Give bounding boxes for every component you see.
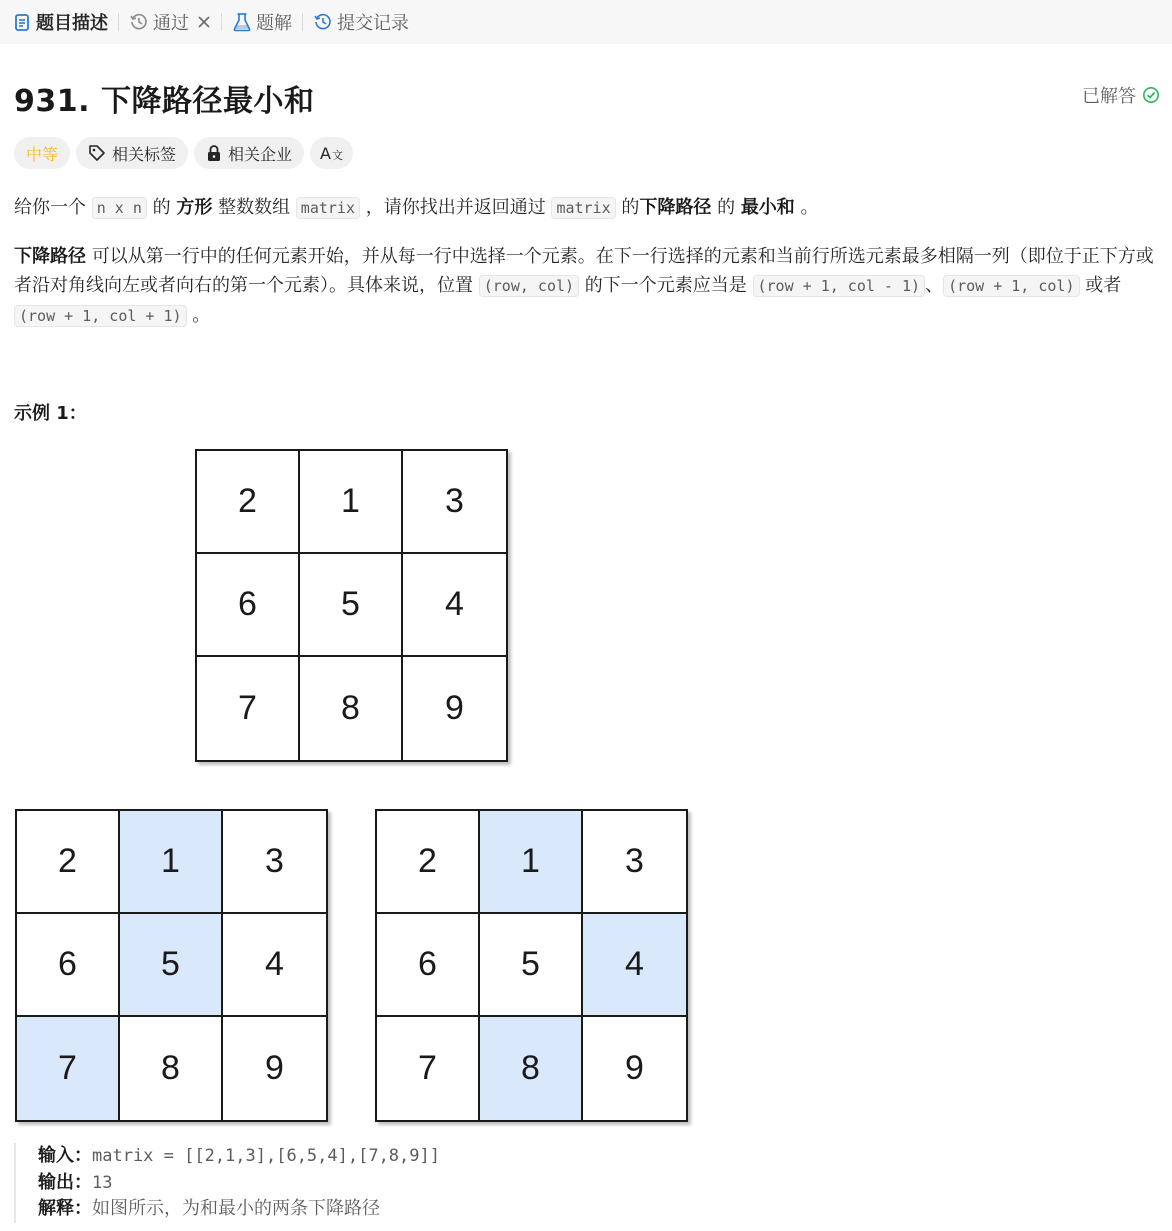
tab-label: 题解 [256,13,292,34]
problem-title: 931. 下降路径最小和 [14,84,315,119]
matrix-cell: 9 [265,1049,284,1087]
related-companies-label: 相关企业 [228,144,293,164]
related-tags-button[interactable] [76,137,188,169]
tab-description[interactable] [12,0,108,44]
explanation-line: 解释：如图所示，为和最小的两条下降路径 [38,1198,380,1219]
tab-divider [221,13,222,31]
close-icon[interactable] [197,15,211,29]
matrix-cell: 6 [377,914,480,1017]
output-line: 输出：13 [38,1171,113,1193]
tab-label: 题目描述 [36,13,108,34]
example-io [14,1143,440,1223]
solved-label: 已解答 [1082,86,1136,107]
tab-accepted[interactable] [129,0,211,44]
matrix-cell: 4 [223,914,326,1017]
matrix-cell: 8 [480,1017,583,1120]
input-line: 输入：matrix = [[2,1,3],[6,5,4],[7,8,9]] [38,1145,440,1166]
translate-icon: A 文 [320,143,343,163]
difficulty-badge[interactable]: 中等 [14,137,70,169]
document-icon [12,12,32,32]
matrix-cell: 6 [197,554,300,657]
matrix-cell: 5 [300,554,403,657]
tab-label: 通过 [153,13,189,34]
matrix-cell: 4 [403,554,506,657]
matrix-grid [195,449,508,762]
matrix-cell: 2 [377,811,480,914]
tag-row [14,137,353,169]
matrix-cell: 7 [377,1017,480,1120]
inline-code: (row + 1, col + 1) [14,305,187,327]
tab-bar [0,0,1172,44]
inline-code: matrix [551,197,615,219]
description-paragraph-2: 下降路径 可以从第一行中的任何元素开始，并从每一行中选择一个元素。在下一行选择的元素和当前行所选元素最多相隔一列（即位于正下方或者沿对角线向左或者向右的第一个元素）。具体来说，位置 (row, col) 的下一个元素应当是 (row + 1, col - 1) 、 (row + 1, col) 或者 (row + 1, col + 1) 。 [14,246,1154,326]
check-circle-icon [1142,86,1160,104]
inline-code: (row, col) [479,275,579,297]
matrix-cell: 6 [17,914,120,1017]
matrix-cell: 2 [197,451,300,554]
inline-code: matrix [296,197,360,219]
translate-button[interactable] [310,137,353,169]
solved-status [1082,82,1160,108]
flask-icon [232,12,252,32]
matrix-cell: 3 [223,811,326,914]
tab-divider [118,13,119,31]
matrix-cell: 9 [625,1049,644,1087]
matrix-cell: 2 [17,811,120,914]
matrix-cell: 9 [445,689,464,727]
history-icon [129,12,149,32]
tab-solutions[interactable] [232,0,292,44]
inline-code: (row + 1, col) [943,275,1079,297]
matrix-cell: 8 [300,657,403,760]
matrix-cell: 3 [403,451,506,554]
matrix-cell: 3 [583,811,686,914]
tag-icon [88,144,106,162]
tab-label: 提交记录 [337,13,409,34]
matrix-grid-path-1 [15,809,328,1122]
description-paragraph-1: 给你一个 n x n 的 方形 整数数组 matrix ，请你找出并返回通过 matrix 的下降路径 的 最小和 。 [14,197,819,218]
inline-code: n x n [92,197,147,219]
matrix-cell: 5 [120,914,223,1017]
tab-submissions[interactable] [313,0,409,44]
matrix-cell: 1 [120,811,223,914]
lock-icon [206,144,222,162]
matrix-cell: 1 [480,811,583,914]
matrix-grid-path-2 [375,809,688,1122]
matrix-cell: 7 [197,657,300,760]
matrix-cell: 1 [300,451,403,554]
related-companies-button[interactable] [194,137,304,169]
matrix-cell: 4 [583,914,686,1017]
matrix-cell: 5 [480,914,583,1017]
matrix-cell: 8 [120,1017,223,1120]
tab-divider [302,13,303,31]
related-tags-label: 相关标签 [112,144,177,164]
history-icon [313,12,333,32]
matrix-cell: 7 [17,1017,120,1120]
inline-code: (row + 1, col - 1) [753,275,926,297]
example-title: 示例 1： [14,403,87,424]
